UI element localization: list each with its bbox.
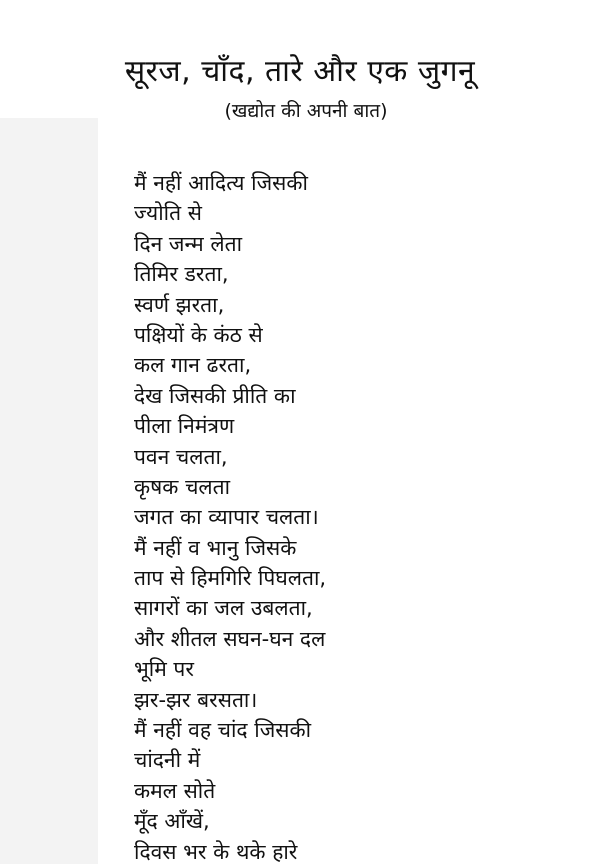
poem-line: झर-झर बरसता।	[134, 687, 258, 712]
poem-line: और शीतल सघन-घन दल	[134, 626, 326, 651]
poem-line: पवन चलता,	[134, 444, 228, 469]
poem-line: स्वर्ण झरता,	[134, 292, 225, 317]
poem-body	[134, 168, 326, 867]
page-margin-shade	[0, 118, 98, 864]
poem-line: ताप से हिमगिरि पिघलता,	[134, 566, 327, 591]
poem-line: ज्योति से	[134, 201, 202, 226]
poem-line: मैं नहीं वह चांद जिसकी	[134, 718, 312, 743]
poem-line: कल गान ढरता,	[134, 353, 252, 378]
poem-line: मूँद आँखें,	[134, 809, 210, 834]
poem-line: तिमिर डरता,	[134, 262, 229, 287]
poem-line: दिन जन्म लेता	[134, 231, 243, 256]
poem-line: चांदनी में	[134, 748, 201, 773]
poem-line: मैं नहीं व भानु जिसके	[134, 535, 297, 560]
poem-line: पक्षियों के कंठ से	[134, 322, 263, 347]
poem-title: सूरज, चाँद, तारे और एक जुगनू	[124, 54, 476, 89]
poem-line: भूमि पर	[134, 657, 194, 682]
poem-line: देख जिसकी प्रीति का	[134, 383, 296, 408]
poem-subtitle	[0, 98, 600, 124]
poem-line: कमल सोते	[134, 778, 216, 803]
poem-line: सागरों का जल उबलता,	[134, 596, 313, 621]
poem-line: कृषक चलता	[134, 474, 231, 499]
poem-line: जगत का व्यापार चलता।	[134, 505, 319, 530]
poem-line: दिवस भर के थके हारे	[134, 839, 298, 864]
poem-line: मैं नहीं आदित्य जिसकी	[134, 171, 308, 195]
poem-line: पीला निमंत्रण	[134, 414, 235, 439]
poem-subtitle-text: (खद्योत की अपनी बात)	[224, 100, 388, 122]
